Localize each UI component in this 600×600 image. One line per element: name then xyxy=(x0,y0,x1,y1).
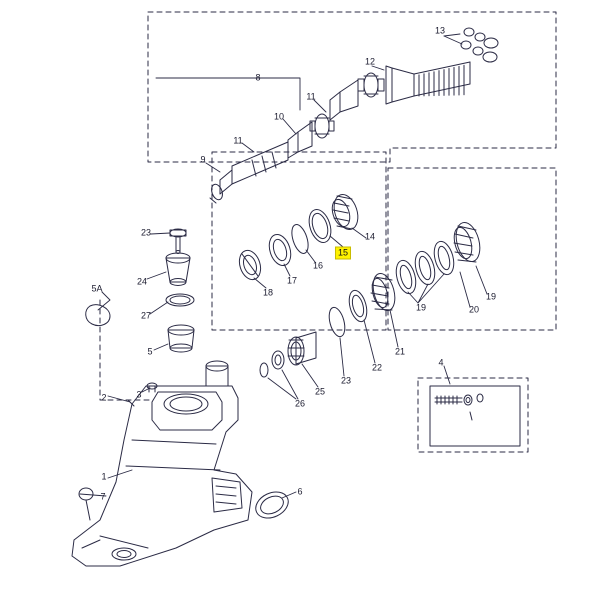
callout-5a: 5A xyxy=(91,283,103,294)
retainer-clips-13 xyxy=(461,28,498,62)
callout-19-right: 19 xyxy=(485,291,497,302)
callout-18: 18 xyxy=(262,287,274,298)
callout-6: 6 xyxy=(297,486,303,497)
bearing-seal-stack xyxy=(236,191,362,282)
parts-kit-box xyxy=(430,386,520,446)
callout-23-lower: 23 xyxy=(340,375,352,386)
callout-11-upper: 11 xyxy=(306,91,316,102)
callout-25: 25 xyxy=(314,386,326,397)
callout-10: 10 xyxy=(273,111,285,122)
callout-12: 12 xyxy=(364,56,376,67)
callout-23-upper: 23 xyxy=(140,227,152,238)
callout-1: 1 xyxy=(101,471,107,482)
group-outline-kit xyxy=(418,378,528,452)
group-outline-upper xyxy=(148,12,556,162)
callout-9: 9 xyxy=(200,154,206,165)
callout-4: 4 xyxy=(438,357,444,368)
callout-27: 27 xyxy=(140,310,152,321)
callout-14: 14 xyxy=(364,231,376,242)
callout-8: 8 xyxy=(255,72,261,83)
callout-17: 17 xyxy=(286,275,298,286)
callout-7: 7 xyxy=(100,491,106,502)
callout-22: 22 xyxy=(371,362,383,373)
callout-5: 5 xyxy=(147,346,153,357)
callout-3: 3 xyxy=(136,389,142,400)
callout-20: 20 xyxy=(468,304,480,315)
callout-13: 13 xyxy=(434,25,446,36)
callout-19-center: 19 xyxy=(415,302,427,313)
callout-24: 24 xyxy=(136,276,148,287)
callout-21: 21 xyxy=(394,346,406,357)
callout-2: 2 xyxy=(101,392,107,403)
driveshaft-yoke-assembly xyxy=(210,62,470,203)
callout-16: 16 xyxy=(312,260,324,271)
right-bearing-cluster xyxy=(260,220,484,377)
callout-11-lower: 11 xyxy=(233,135,243,146)
callout-26: 26 xyxy=(294,398,306,409)
group-outline-driveshaft xyxy=(212,152,386,330)
callout-15: 15 xyxy=(335,247,351,260)
